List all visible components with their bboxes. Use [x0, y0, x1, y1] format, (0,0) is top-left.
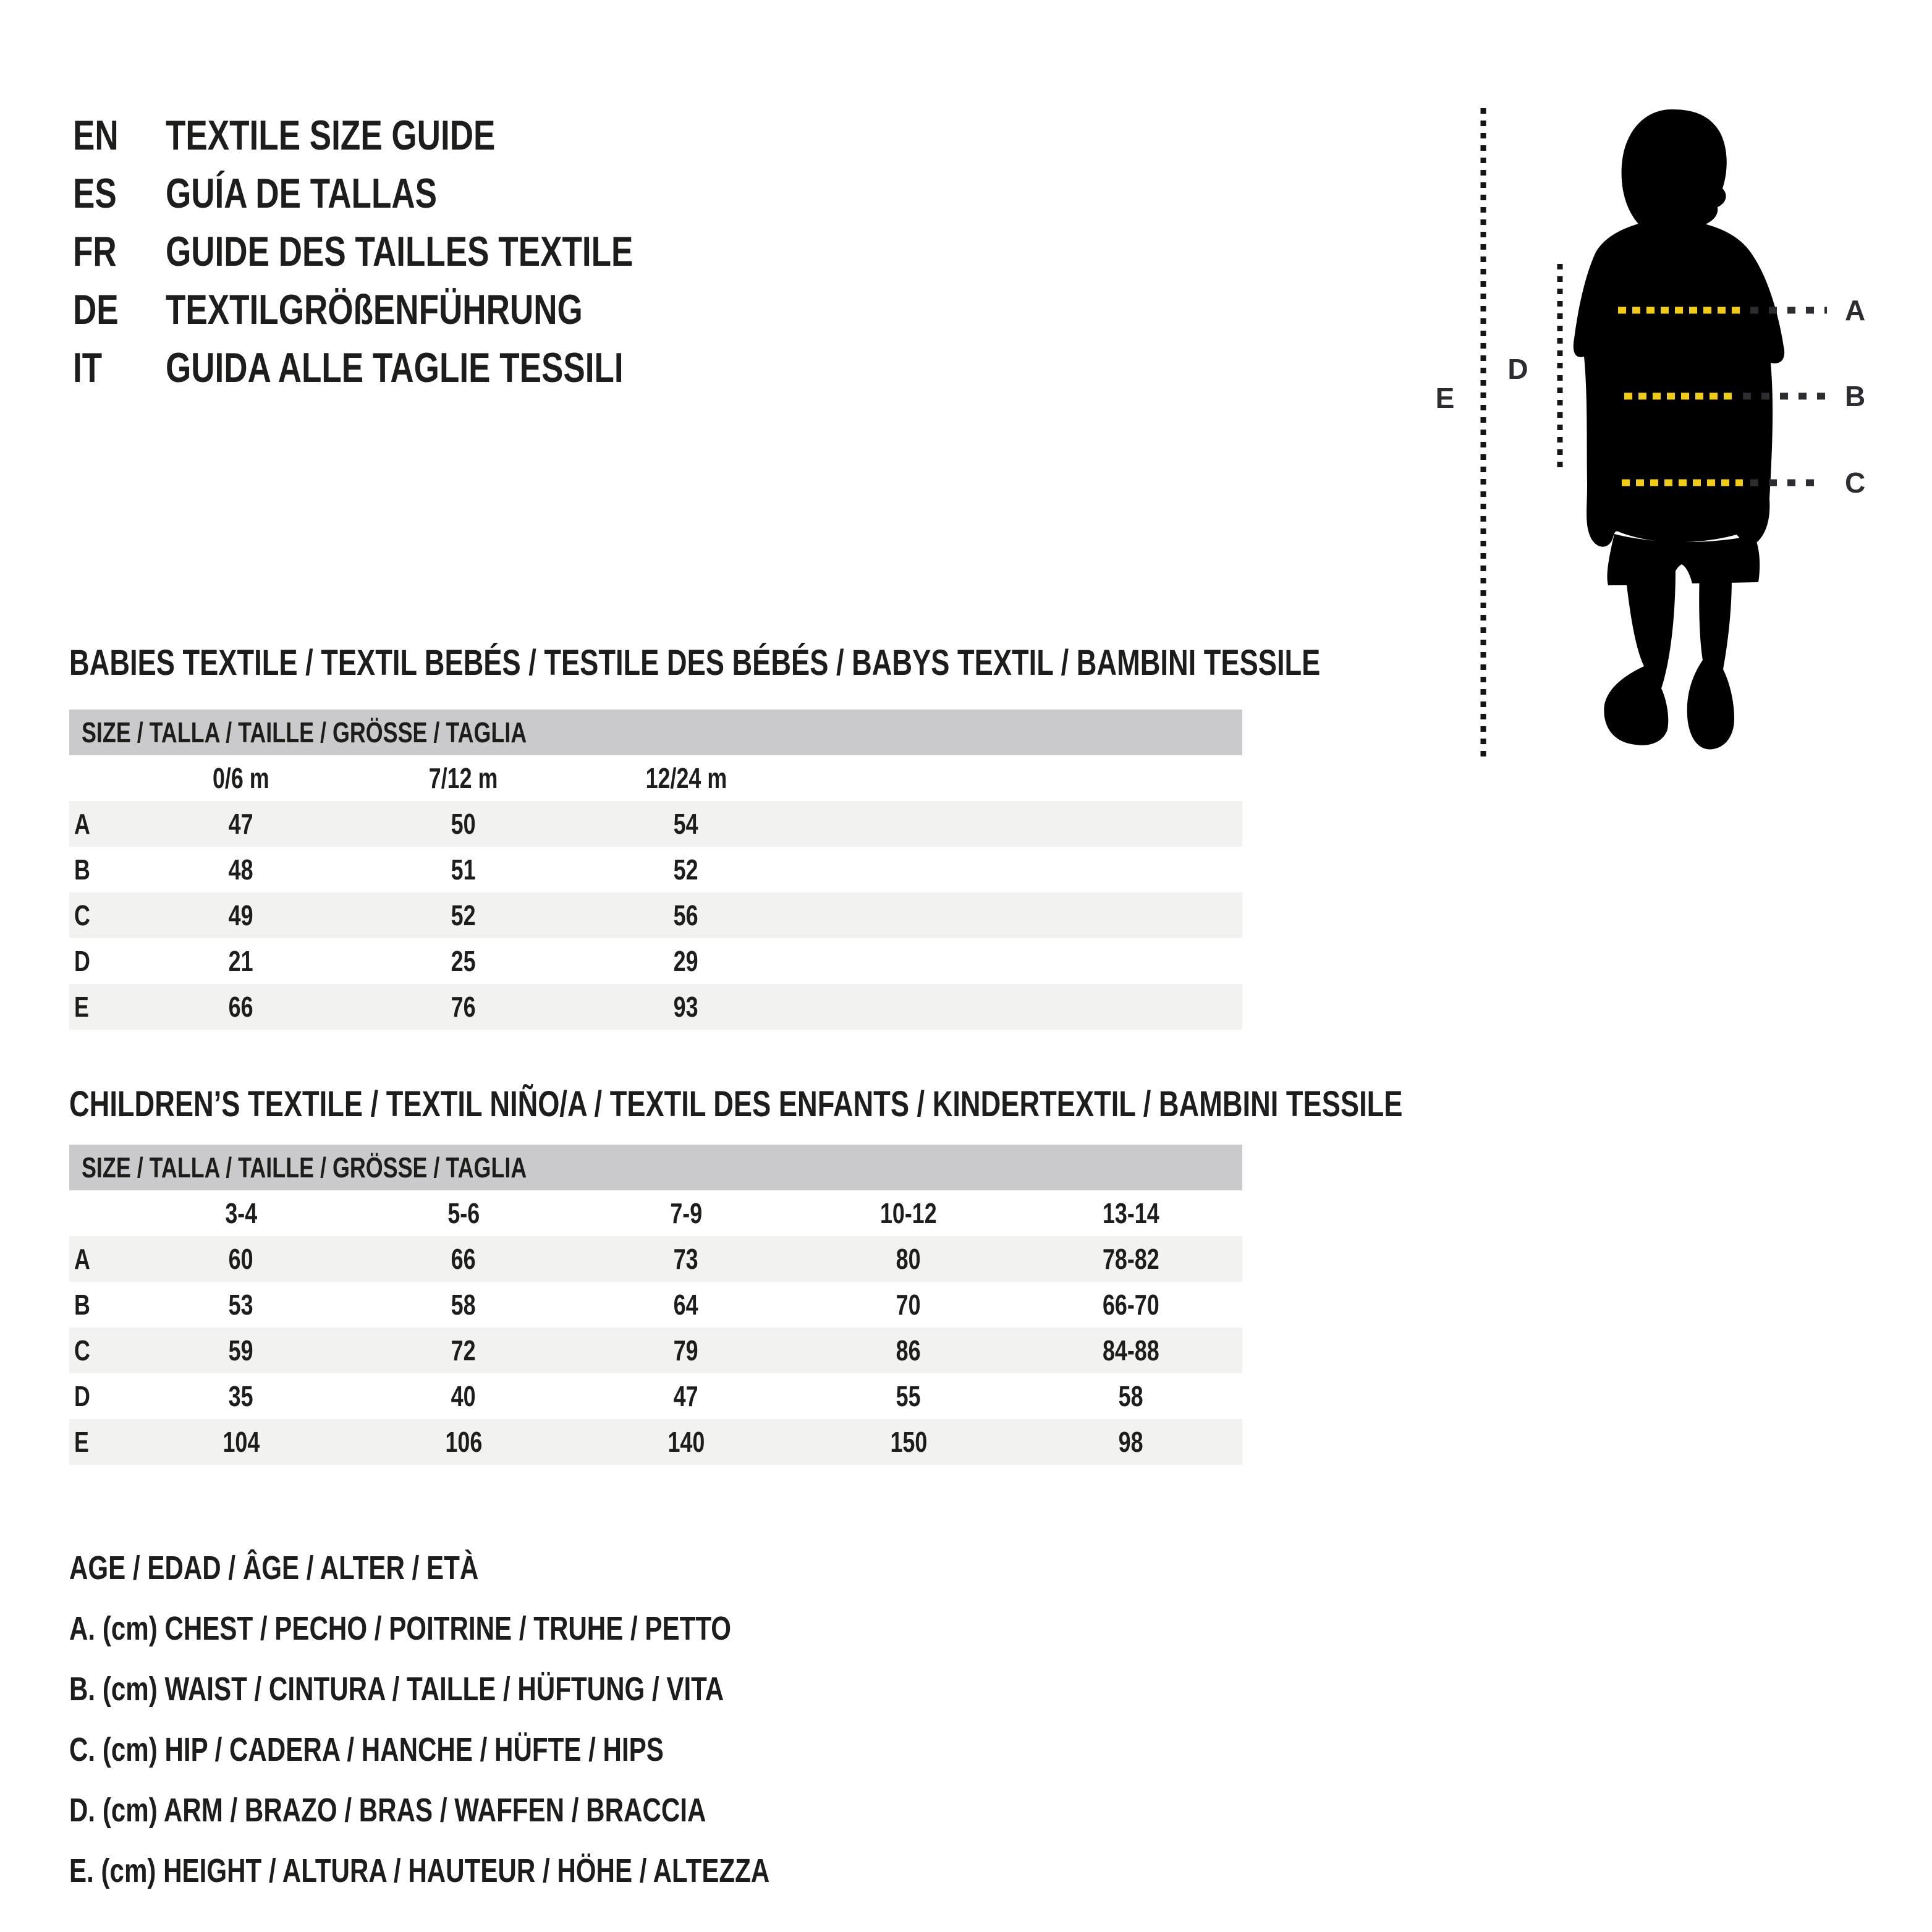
language-title: GUIDE DES TAILLES TEXTILE — [166, 228, 633, 275]
measurement-value: 70 — [896, 1289, 921, 1321]
language-title-list — [73, 106, 765, 397]
column-header: 0/6 m — [213, 762, 269, 794]
size-header-label: SIZE / TALLA / TAILLE / GRÖSSE / TAGLIA — [82, 1151, 527, 1184]
row-label: C — [74, 1334, 90, 1366]
measurement-value: 150 — [890, 1426, 927, 1458]
children-table-row — [69, 1419, 1242, 1465]
column-header: 7/12 m — [429, 762, 498, 794]
babies-column-header-row — [69, 755, 1242, 801]
row-label: C — [74, 899, 90, 931]
measurement-value: 47 — [674, 1380, 698, 1412]
language-row — [73, 281, 765, 339]
size-header-label: SIZE / TALLA / TAILLE / GRÖSSE / TAGLIA — [82, 716, 527, 748]
measurement-value: 49 — [229, 899, 253, 931]
measurement-value: 52 — [451, 899, 476, 931]
row-label: D — [74, 945, 90, 977]
column-header: 13-14 — [1103, 1197, 1159, 1229]
children-table-row — [69, 1373, 1242, 1419]
measurement-value: 56 — [674, 899, 698, 931]
measurement-value: 25 — [451, 945, 476, 977]
silhouette-shirt — [1574, 221, 1784, 547]
column-header: 7-9 — [670, 1197, 702, 1229]
language-title: TEXTILE SIZE GUIDE — [166, 112, 496, 159]
babies-table-row — [69, 892, 1242, 938]
children-table-row — [69, 1236, 1242, 1282]
language-code: FR — [73, 228, 117, 275]
children-size-header-bar — [69, 1145, 1242, 1190]
measurement-diagram — [1391, 74, 1932, 816]
height-label: E — [1435, 382, 1455, 414]
measurement-value: 93 — [674, 991, 698, 1023]
language-code: EN — [73, 112, 119, 159]
measurement-value: 60 — [229, 1243, 253, 1275]
children-size-table — [69, 1145, 1242, 1465]
language-title: TEXTILGRÖßENFÜHRUNG — [166, 286, 583, 333]
measurement-value: 84-88 — [1103, 1334, 1159, 1366]
measurement-value: 48 — [229, 854, 253, 886]
measurement-value: 52 — [674, 854, 698, 886]
measurement-value: 21 — [229, 945, 253, 977]
measurement-legend — [69, 1538, 967, 1901]
children-section-heading: CHILDREN’S TEXTILE / TEXTIL NIÑO/A / TEXTIL DES ENFANTS / KINDERTEXTIL / BAMBINI TESSILE — [69, 1084, 1403, 1124]
measurement-value: 53 — [229, 1289, 253, 1321]
row-label: D — [74, 1380, 90, 1412]
column-header: 3-4 — [225, 1197, 257, 1229]
measurement-value: 140 — [667, 1426, 705, 1458]
measurement-value: 64 — [674, 1289, 698, 1321]
babies-size-header-bar — [69, 710, 1242, 755]
measurement-value: 78-82 — [1103, 1243, 1159, 1275]
measurement-value: 66-70 — [1103, 1289, 1159, 1321]
language-code: DE — [73, 286, 119, 333]
measurement-value: 59 — [229, 1334, 253, 1366]
language-title: GUÍA DE TALLAS — [166, 170, 438, 217]
measurement-value: 66 — [229, 991, 253, 1023]
babies-table-row — [69, 847, 1242, 892]
language-code: ES — [73, 170, 117, 217]
measurement-value: 47 — [229, 808, 253, 840]
children-table-row — [69, 1328, 1242, 1373]
measurement-value: 86 — [896, 1334, 921, 1366]
measurement-value: 58 — [451, 1289, 476, 1321]
measurement-value: 29 — [674, 945, 698, 977]
row-label: B — [74, 854, 90, 886]
babies-section-heading: BABIES TEXTILE / TEXTIL BEBÉS / TESTILE DES BÉBÉS / BABYS TEXTIL / BAMBINI TESSILE — [69, 643, 1321, 683]
measurement-value: 40 — [451, 1380, 476, 1412]
measurement-value: 35 — [229, 1380, 253, 1412]
language-row — [73, 339, 765, 397]
language-row — [73, 106, 765, 164]
measurement-value: 79 — [674, 1334, 698, 1366]
measurement-value: 72 — [451, 1334, 476, 1366]
measurement-value: 106 — [445, 1426, 482, 1458]
measurement-value: 51 — [451, 854, 476, 886]
measurement-value: 55 — [896, 1380, 921, 1412]
row-label: B — [74, 1289, 90, 1321]
hip-label: C — [1845, 467, 1866, 499]
waist-label: B — [1845, 380, 1866, 412]
column-header: 10-12 — [880, 1197, 937, 1229]
babies-size-table — [69, 710, 1242, 1030]
column-header: 5-6 — [447, 1197, 480, 1229]
silhouette-right-leg — [1687, 572, 1734, 749]
children-table-row — [69, 1282, 1242, 1328]
measurement-value: 80 — [896, 1243, 921, 1275]
row-label: A — [74, 1243, 90, 1275]
language-row — [73, 164, 765, 222]
language-title: GUIDA ALLE TAGLIE TESSILI — [166, 344, 624, 391]
legend-line: C. (cm) HIP / CADERA / HANCHE / HÜFTE / HIPS — [69, 1731, 664, 1768]
row-label: E — [74, 1426, 89, 1458]
arm-label: D — [1507, 353, 1528, 385]
measurement-value: 104 — [222, 1426, 260, 1458]
legend-line: D. (cm) ARM / BRAZO / BRAS / WAFFEN / BRACCIA — [69, 1792, 706, 1829]
chest-label: A — [1845, 294, 1866, 326]
row-label: A — [74, 808, 90, 840]
language-code: IT — [73, 344, 103, 391]
measurement-value: 58 — [1119, 1380, 1143, 1412]
children-column-header-row — [69, 1190, 1242, 1236]
babies-table-row — [69, 938, 1242, 984]
measurement-value: 98 — [1119, 1426, 1143, 1458]
legend-line: B. (cm) WAIST / CINTURA / TAILLE / HÜFTUNG / VITA — [69, 1671, 724, 1708]
language-row — [73, 222, 765, 281]
babies-table-row — [69, 984, 1242, 1030]
measurement-value: 66 — [451, 1243, 476, 1275]
row-label: E — [74, 991, 89, 1023]
legend-line: AGE / EDAD / ÂGE / ALTER / ETÀ — [69, 1549, 479, 1587]
measurement-value: 50 — [451, 808, 476, 840]
legend-line: E. (cm) HEIGHT / ALTURA / HAUTEUR / HÖHE / ALTEZZA — [69, 1852, 770, 1889]
measurement-value: 54 — [674, 808, 698, 840]
measurement-value: 76 — [451, 991, 476, 1023]
column-header: 12/24 m — [645, 762, 727, 794]
measurement-value: 73 — [674, 1243, 698, 1275]
legend-line: A. (cm) CHEST / PECHO / POITRINE / TRUHE / PETTO — [69, 1610, 732, 1647]
babies-table-row — [69, 801, 1242, 847]
